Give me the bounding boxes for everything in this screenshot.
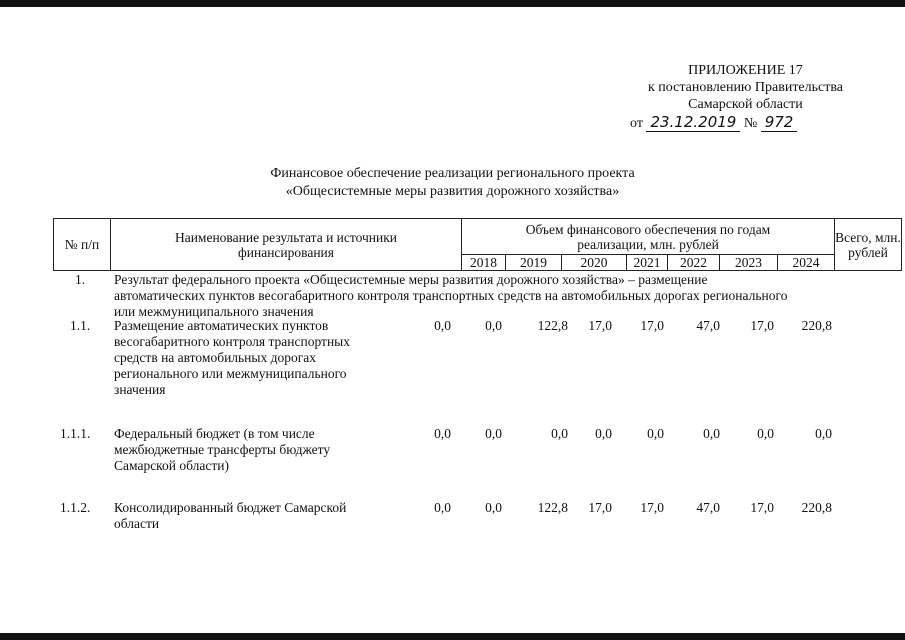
- row-value: 0,0: [434, 318, 451, 333]
- row-total: 0,0: [815, 426, 832, 441]
- row-value: 0,0: [485, 426, 502, 441]
- header-year: 2018: [462, 255, 506, 271]
- row-name: Консолидированный бюджет Самарской области: [114, 500, 347, 531]
- row-value: 0,0: [703, 426, 720, 441]
- row-value: 0,0: [485, 500, 502, 515]
- handwritten-date: 23.12.2019: [646, 113, 740, 132]
- row-number: 1.1.2.: [60, 500, 91, 515]
- row-value: 17,0: [640, 318, 664, 333]
- row-number: 1.: [75, 272, 86, 287]
- row-value: 17,0: [588, 500, 612, 515]
- row-value: 47,0: [696, 318, 720, 333]
- appendix-line3: Самарской области: [688, 97, 803, 112]
- row-name: Федеральный бюджет (в том числе межбюджетные трансферты бюджету Самарской области): [114, 426, 331, 473]
- appendix-block: [648, 62, 843, 113]
- scan-border-bottom: [0, 633, 905, 640]
- row-value: 17,0: [640, 500, 664, 515]
- row-name: Размещение автоматических пунктов весогабаритного контроля транспортных средств на автомобильных дорогах регионального или межмуниципального значения: [114, 318, 350, 397]
- header-total: Всего, млн. рублей: [835, 219, 902, 271]
- resolution-reference: [630, 113, 797, 132]
- row-value: 122,8: [537, 500, 568, 515]
- row-value: 0,0: [647, 426, 664, 441]
- header-year: 2019: [506, 255, 562, 271]
- row-number: 1.1.1.: [60, 426, 91, 441]
- row-value: 0,0: [485, 318, 502, 333]
- row-value: 0,0: [434, 426, 451, 441]
- row-total: 220,8: [801, 318, 832, 333]
- handwritten-number: 972: [761, 113, 798, 132]
- header-year: 2023: [720, 255, 778, 271]
- row-value: 0,0: [551, 426, 568, 441]
- scan-border-top: [0, 0, 905, 7]
- row-total: 220,8: [801, 500, 832, 515]
- header-no: № п/п: [54, 219, 111, 271]
- row-value: 0,0: [434, 500, 451, 515]
- title-line2: «Общесистемные меры развития дорожного хозяйства»: [285, 184, 620, 199]
- row-value: 17,0: [750, 318, 774, 333]
- header-name: Наименование результата и источники финансирования: [111, 219, 462, 271]
- row-value: 17,0: [588, 318, 612, 333]
- header-year: 2020: [562, 255, 627, 271]
- header-year: 2022: [668, 255, 720, 271]
- row-value: 0,0: [595, 426, 612, 441]
- number-label: №: [743, 116, 758, 131]
- table-header: [53, 218, 902, 271]
- row-number: 1.1.: [70, 318, 91, 333]
- header-year: 2024: [778, 255, 835, 271]
- appendix-title: ПРИЛОЖЕНИЕ 17: [688, 63, 803, 78]
- from-label: от: [630, 116, 643, 131]
- row-value: 47,0: [696, 500, 720, 515]
- header-volume: Объем финансового обеспечения по годам реализации, млн. рублей: [462, 219, 835, 255]
- header-year: 2021: [627, 255, 668, 271]
- document-title: [0, 165, 905, 201]
- row-value: 122,8: [537, 318, 568, 333]
- appendix-line2: к постановлению Правительства: [647, 80, 843, 95]
- row-value: 17,0: [750, 500, 774, 515]
- title-line1: Финансовое обеспечение реализации регионального проекта: [270, 166, 635, 181]
- row-name: Результат федерального проекта «Общесистемные меры развития дорожного хозяйства» – размещение автоматических пунктов весогабаритного контроля транспортных средств на автомобильных дорогах регионального или межмуниципального значения: [114, 272, 788, 319]
- row-value: 0,0: [757, 426, 774, 441]
